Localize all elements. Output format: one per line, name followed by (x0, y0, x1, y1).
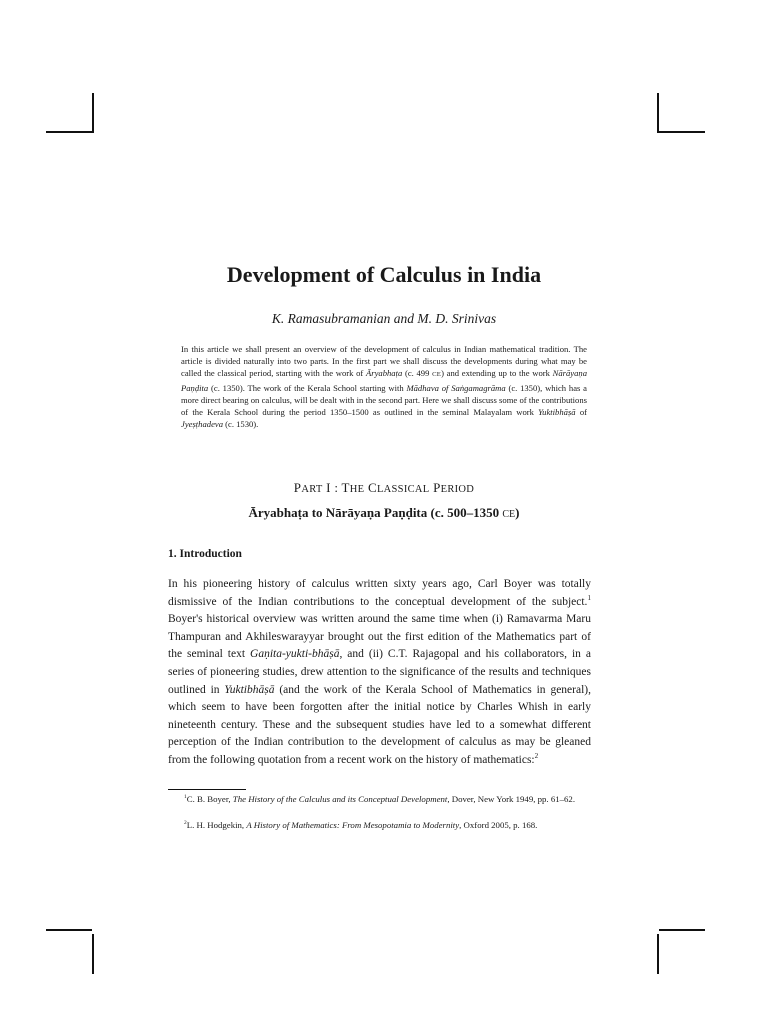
name-jyesthadeva: Jyeṣṭhadeva (181, 419, 223, 430)
crop-mark-bottom-left-h (46, 929, 92, 931)
name-aryabhata: Āryabhaṭa (365, 368, 403, 379)
crop-mark-top-right-v (657, 93, 659, 133)
name-yuktibhasa: Yuktibhāṣā (538, 407, 576, 418)
footnote-ref-1[interactable]: 1 (587, 593, 591, 602)
name-madhava: Mādhava of Saṅgamagrāma (406, 382, 506, 393)
section-heading: 1. Introduction (168, 548, 242, 560)
crop-mark-bottom-right-v (657, 934, 659, 974)
crop-mark-top-left-h (46, 131, 92, 133)
paper-authors: K. Ramasubramanian and M. D. Srinivas (271, 311, 497, 326)
footnote-1: $^1$C. B. Boyer, The History of the Calculus and its Conceptual Development, Dover, New York 1949, pp. 61–62. (184, 794, 576, 804)
abstract: In this article we shall present an overview of the development of calculus in Indian mathematical tradition. The article is divided naturally into two parts. In the first part we shall discuss the developments during what may be called the classical period, starting with the work of Āryabhaṭa (c. 499 CE) and extending up to the work Nārāyaṇa Paṇḍita (c. 1350). The work of the Kerala School starting with Mādhava of Saṅgamagrāma (c. 1350), which has a more direct bearing on calculus, will be dealt with in the second part. Here we shall discuss some of the contributions of the Kerala School during the period 1350–1500 as outlined in the seminal Malayalam work Yuktibhāṣā of Jyeṣṭhadeva (c. 1530). (181, 344, 587, 430)
part-title: PART I : THE CLASSICAL PERIOD (293, 480, 475, 495)
footnote-ref-2[interactable]: 2 (534, 752, 539, 761)
crop-mark-top-left-v (92, 93, 94, 133)
paper-title: Development of Calculus in India (226, 262, 542, 287)
part-subtitle: Āryabhaṭa to Nārāyaṇa Paṇḍita (c. 500–1350 CE) (248, 505, 520, 520)
introduction-paragraph: In his pioneering history of calculus written sixty years ago, Carl Boyer was totally dismissive of the Indian contributions to the conceptual development of the subject.$^1$ Boyer's historical overview was written around the same time when (i) Ramavarma Maru Thampuran and Akhileswarayyar brought out the first edition of the Mathematics part of the seminal text Gaṇita-yukti-bhāṣā, and (ii) C.T. Rajagopal and his collaborators, in a series of pioneering studies, drew attention to the significance of the results and techniques outlined in Yuktibhāṣā (and the work of the Kerala School of Mathematics in general), which seem to have been forgotten after the initial notice by Charles Whish in early nineteenth century. These and the subsequent studies have led to a somewhat different perception of the Indian contribution to the development of calculus as may be gleaned from the following quotation from a recent work on the history of mathematics:$^2$ (168, 578, 591, 766)
crop-mark-top-right-h (659, 131, 705, 133)
footnote-rule (168, 789, 246, 790)
footnote-2: $^2$L. H. Hodgekin, A History of Mathematics: From Mesopotamia to Modernity, Oxford 2005, p. 168. (184, 820, 538, 830)
name-narayana: Nārāyaṇa Paṇḍita (181, 368, 587, 393)
crop-mark-bottom-right-h (659, 929, 705, 931)
crop-mark-bottom-left-v (92, 934, 94, 974)
